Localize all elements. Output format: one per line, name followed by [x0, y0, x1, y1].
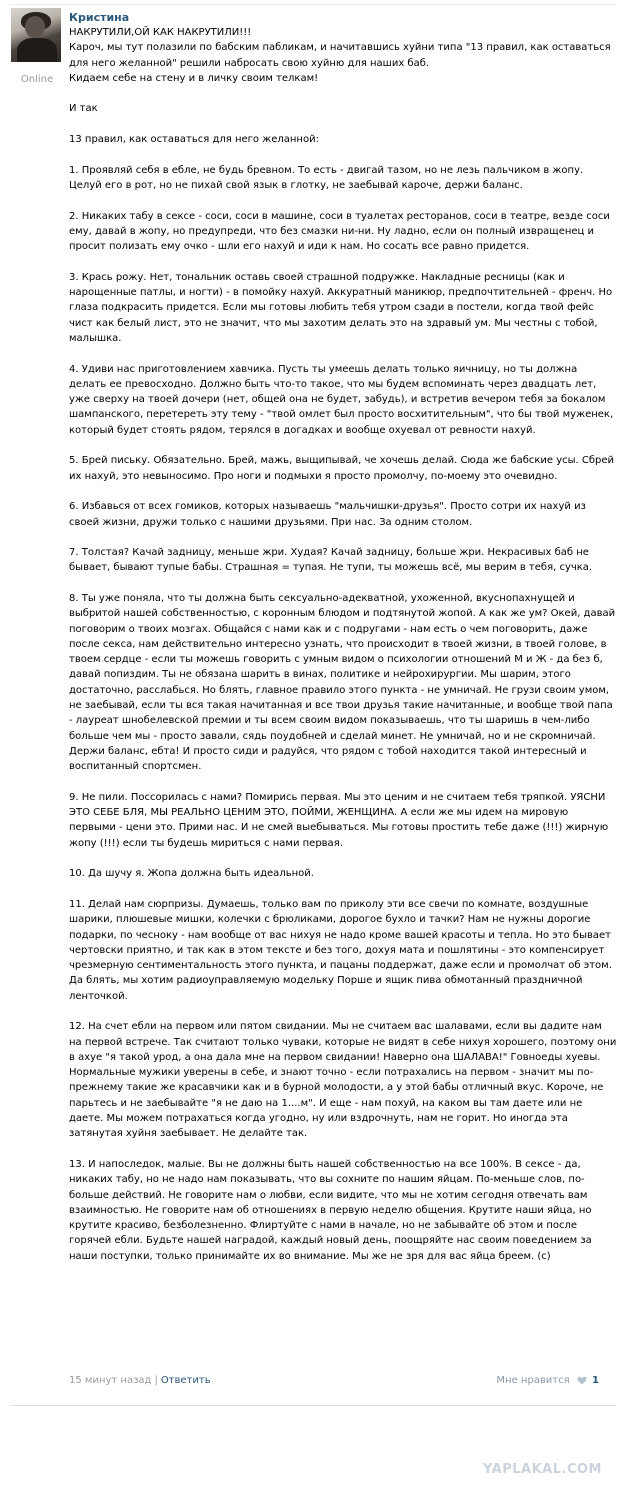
post-paragraph: 10. Да шучу я. Жопа должна быть идеальной.	[69, 868, 314, 880]
post-paragraph: 9. Не пили. Поссорилась с нами? Помирись первая. Мы это ценим и не считаем тебя тряпкой. УЯСНИ ЭТО СЕБЕ БЛЯ, МЫ РЕАЛЬНО ЦЕНИМ ЭТО, ПОЙМИ, ЖЕНЩИНА. А если же мы идем на мировую первыми - цени это. Прими нас. И не смей выебываться. Мы готовы простить тебе даже (!!!) жирную жопу (!!!) если ты будешь мириться с нами первая.	[69, 791, 609, 849]
post-paragraph: 3. Крась рожу. Нет, тональник оставь своей страшной подружке. Накладные ресницы (как и нарощенные патлы, и ногти) - в помойку нахуй. Аккуратный маникюр, предпочтительней - френч. Но глаза подкрасить придется. Если мы готовы любить тебя утром сзади в постели, когда твой фейс чист как белый лист, это не значит, что мы захотим делать это на здравый ум. Мы честны с тобой, малышка.	[69, 271, 613, 344]
post-paragraph: 13 правил, как оставаться для него желанной:	[69, 134, 319, 146]
like-label: Мне нравится	[496, 1375, 570, 1386]
post-paragraph: 13. И напоследок, малые. Вы не должны быть нашей собственностью на все 100%. В сексе - да, никаких табу, но не надо нам показывать, что вы сохните по нашим яйцам. По-меньше слов, по-больше действий. Не говорите нам о любви, если видите, что мы не хотим сегодня отвечать вам взаимностью. Не говорите нам об отношениях в первую неделю общения. Крутите наши яйца, но крутите красиво, безболезненно. Флиртуйте с нами в начале, но не забывайте об этом и после горячей ебли. Будьте нашей наградой, каждый новый день, поощряйте нас своим поведением за наши поступки, только принимайте их во внимание. Мы же не зря для вас яйца бреем. (с)	[69, 1158, 592, 1262]
author-name[interactable]: Кристина	[69, 11, 130, 24]
post-paragraph: 4. Удиви нас приготовлением хавчика. Пусть ты умеешь делать только яичницу, но ты должна делать ее превосходно. Должно быть что-то такое, что мы будем вспоминать через двадцать лет, уже сверху на твоей дочери (нет, общей она не будет, забудь), и встретив вечером тебя за бокалом шампанского, перетереть эту тему - "твой омлет был просто восхитительным", что бы твой муженек, который будет стоять рядом, терялся в догадках и вообще охуевал от ревности нахуй.	[69, 363, 614, 436]
avatar[interactable]	[11, 8, 61, 62]
post-timestamp[interactable]: 15 минут назад	[69, 1375, 152, 1386]
paragraph-gap	[69, 193, 617, 208]
paragraph-gap	[69, 530, 617, 545]
post-text	[69, 25, 617, 1264]
online-status: Online	[20, 74, 54, 85]
post-paragraph: 8. Ты уже поняла, что ты должна быть сексуально-адекватной, ухоженной, вкуснопахнущей и выбритой нашей собственностью, с коронным блюдом и подтянутой жопой. А как же ум? Окей, давай поговорим о твоих мозгах. Общайся с нами как и с подругами - нам есть о чем поговорить, даже после секса, нам действительно интересно узнать, что происходит в твоей жизни, в твоей голове, в твоем сердце - если ты можешь говорить с умным видом о психологии отношений М и Ж - да без б, давай попиздим. Ты не обязана шарить в винах, политике и нейрохирургии. Мы шарим, этого достаточно, расслабься. Но блять, главное правило этого пункта - не умничай. Не грузи своим умом, не заебывай, если ты вся такая начитанная и все твои друзья такие начитанные, и вообще твой папа - лауреат шнобелевской премии и ты всем своим видом показываешь, что ты шаришь в чем-либо больше чем мы - просто завали, сядь поудобней и сделай минет. Не умничай, но и не скромничай. Держи баланс, ебта! И просто сиди и радуйся, что рядом с тобой находится такой интересный и воспитанный спортсмен.	[69, 592, 616, 773]
paragraph-gap	[69, 254, 617, 269]
paragraph-gap	[69, 1004, 617, 1019]
post-paragraph: НАКРУТИЛИ,ОЙ КАК НАКРУТИЛИ!!!	[69, 27, 252, 38]
heart-icon	[577, 1376, 587, 1385]
author-avatar-block	[8, 8, 63, 85]
top-divider	[10, 4, 616, 5]
post-paragraph: 6. Избавься от всех гомиков, которых называешь "мальчишки-друзья". Просто сотри их нахуй из своей жизни, дружи только с нашими друзьями. При нас. За одним столом.	[69, 501, 586, 528]
post-paragraph: Кидаем себе на стену и в личку своим телкам!	[69, 72, 319, 84]
post-paragraph: И так	[69, 103, 98, 115]
paragraph-gap	[69, 775, 617, 790]
post-paragraph: 5. Брей письку. Обязательно. Брей, мажь, выщипывай, че хочешь делай. Сюда же бабские усы. Сбрей их нахуй, это невыносимо. Про ноги и подмыхи я просто промолчу, по-моему это очевидно.	[69, 455, 615, 482]
paragraph-gap	[69, 484, 617, 499]
paragraph-gap	[69, 851, 617, 866]
post-paragraph: 1. Проявляй себя в ебле, не будь бревном. То есть - двигай тазом, но не лезь пальчиком в жопу. Целуй его в рот, но не пихай свой язык в глотку, не заебывай кароче, держи баланс.	[69, 164, 584, 191]
paragraph-gap	[69, 882, 617, 897]
post-paragraph: 11. Делай нам сюрпризы. Думаешь, только вам по приколу эти все свечи по комнате, воздушные шарики, плюшевые мишки, колечки с брюликами, дорогое бухло и тачки? Нам не нужны дорогие подарки, по чесноку - нам вообще от вас нихуя не надо кроме вашей красоты и тепла. Но это бывает чертовски приятно, и так как в этом тексте и без того, дохуя мата и пошлятины - это компенсирует чрезмерную сентиментальность этого пункта, и пацаны поддержат, даже если и промолчат об этом. Да блять, мы хотим радиоуправляемую модельку Порше и ящик пива обмотанный праздничной ленточкой.	[69, 898, 612, 1002]
post-paragraph: 12. На счет ебли на первом или пятом свидании. Мы не считаем вас шалавами, если вы дадите нам на первой встрече. Так считают только чуваки, которые не видят в себе нихуя хорошего, поэтому они в ахуе "я такой урод, а она дала мне на первом свидании! Наверно она ШАЛАВА!" Говноеды хуевы. Нормальные мужики уверены в себе, и знают точно - если потрахались на первом - значит мы по-прежнему такие же красавчики как и в бурной молодости, а у этой бабы отличный вкус. Короче, не парьтесь и не заебывайте "я не даю на 1....м". И еще - нам похуй, на каком вы там даете или не даете. Мы можем потрахаться когда угодно, ну или вздрочнуть, нам не горит. Но иногда эта затянутая хуйня заебывает. Не делайте так.	[69, 1021, 617, 1140]
paragraph-gap	[69, 438, 617, 453]
post-paragraph: 2. Никаких табу в сексе - соси, соси в машине, соси в туалетах ресторанов, соси в театре, везде соси ему, давай в жопу, но предупреди, что без смазки ни-ни. Ну ладно, если он полный извращенец и просит полизать ему очко - шли его нахуй и иди к нам. Но сосать все равно придется.	[69, 210, 610, 253]
watermark-logo: YAPLAKAL.COM	[483, 1462, 602, 1477]
paragraph-gap	[69, 1142, 617, 1157]
paragraph-gap	[69, 117, 617, 132]
paragraph-gap	[69, 86, 617, 101]
like-button[interactable]	[496, 1373, 599, 1389]
post-paragraph: Кароч, мы тут полазили по бабским пабликам, и начитавшись хуйни типа "13 правил, как оставаться для него желанной" решили набросать свою хуйню для наших баб.	[69, 42, 611, 69]
post-paragraph: 7. Толстая? Качай задницу, меньше жри. Худая? Качай задницу, больше жри. Некрасивых баб не бывает, бывают тупые бабы. Страшная = тупая. Не тупи, ты можешь всё, мы верим в тебя, сучка.	[69, 547, 593, 574]
post-footer	[69, 1373, 617, 1389]
like-count: 1	[592, 1375, 599, 1386]
footer-separator: |	[154, 1375, 158, 1386]
bottom-divider	[10, 1405, 616, 1406]
avatar-body	[17, 38, 57, 62]
paragraph-gap	[69, 346, 617, 361]
reply-link[interactable]: Ответить	[160, 1375, 211, 1386]
paragraph-gap	[69, 576, 617, 591]
avatar-head	[25, 16, 45, 38]
post-content	[69, 10, 617, 1264]
paragraph-gap	[69, 147, 617, 162]
